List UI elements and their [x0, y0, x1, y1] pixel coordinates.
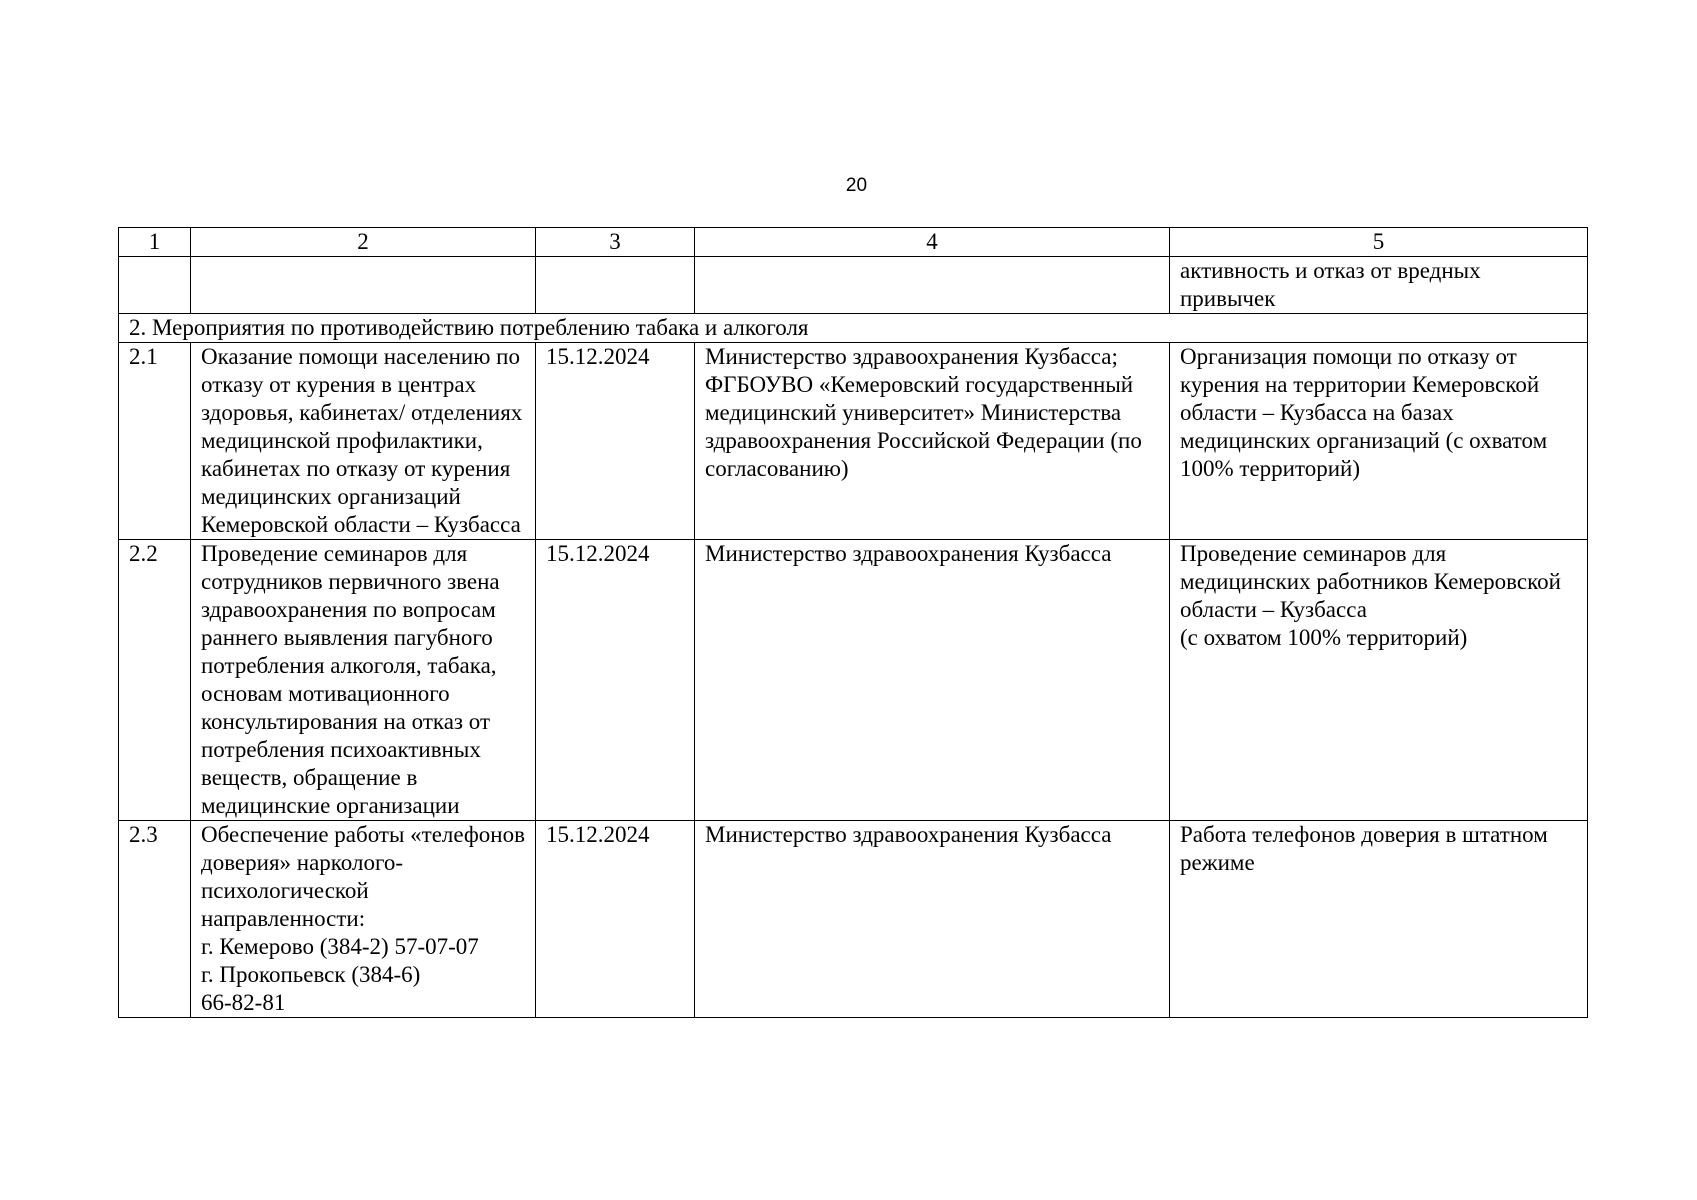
event-cell: Проведение семинаров для сотрудников первичного звена здравоохранения по вопросам раннего выявления пагубного потребления алкоголя, табака, основам мотивационного консультирования на отказ от потребления психоактивных веществ, обращение в медицинские организации [191, 540, 536, 821]
column-number-5: 5 [1170, 228, 1588, 257]
date-cell: 15.12.2024 [536, 343, 695, 540]
table-row [119, 821, 1588, 1018]
continuation-cell-num [119, 257, 191, 314]
event-cell: Обеспечение работы «телефонов доверия» нарколого-психологической направленности: г. Кемерово (384-2) 57-07-07 г. Прокопьевск (384-6) 66-82-81 [191, 821, 536, 1018]
section-row [119, 314, 1588, 343]
table-row [119, 540, 1588, 821]
continuation-cell-result: активность и отказ от вредных привычек [1170, 257, 1588, 314]
event-cell: Оказание помощи населению по отказу от курения в центрах здоровья, кабинетах/ отделениях медицинской профилактики, кабинетах по отказу от курения медицинских организаций Кемеровской области – Кузбасса [191, 343, 536, 540]
row-number: 2.3 [119, 821, 191, 1018]
page-number: 20 [845, 175, 868, 196]
column-number-3: 3 [536, 228, 695, 257]
result-cell: Работа телефонов доверия в штатном режиме [1170, 821, 1588, 1018]
date-cell: 15.12.2024 [536, 821, 695, 1018]
responsible-cell: Министерство здравоохранения Кузбасса [695, 821, 1170, 1018]
continuation-cell-date [536, 257, 695, 314]
responsible-cell: Министерство здравоохранения Кузбасса; ФГБОУВО «Кемеровский государственный медицинский университет» Министерства здравоохранения Российской Федерации (по согласованию) [695, 343, 1170, 540]
column-number-1: 1 [119, 228, 191, 257]
responsible-cell: Министерство здравоохранения Кузбасса [695, 540, 1170, 821]
row-number: 2.1 [119, 343, 191, 540]
result-cell: Организация помощи по отказу от курения на территории Кемеровской области – Кузбасса на базах медицинских организаций (с охватом 100% территорий) [1170, 343, 1588, 540]
measures-table [118, 227, 1588, 1018]
result-cell: Проведение семинаров для медицинских работников Кемеровской области – Кузбасса (с охватом 100% территорий) [1170, 540, 1588, 821]
continuation-cell-event [191, 257, 536, 314]
continuation-cell-responsible [695, 257, 1170, 314]
date-cell: 15.12.2024 [536, 540, 695, 821]
table-row [119, 343, 1588, 540]
section-title: 2. Мероприятия по противодействию потреблению табака и алкоголя [119, 314, 1588, 343]
column-number-4: 4 [695, 228, 1170, 257]
row-number: 2.2 [119, 540, 191, 821]
continuation-row [119, 257, 1588, 314]
column-number-2: 2 [191, 228, 536, 257]
column-number-row [119, 228, 1588, 257]
